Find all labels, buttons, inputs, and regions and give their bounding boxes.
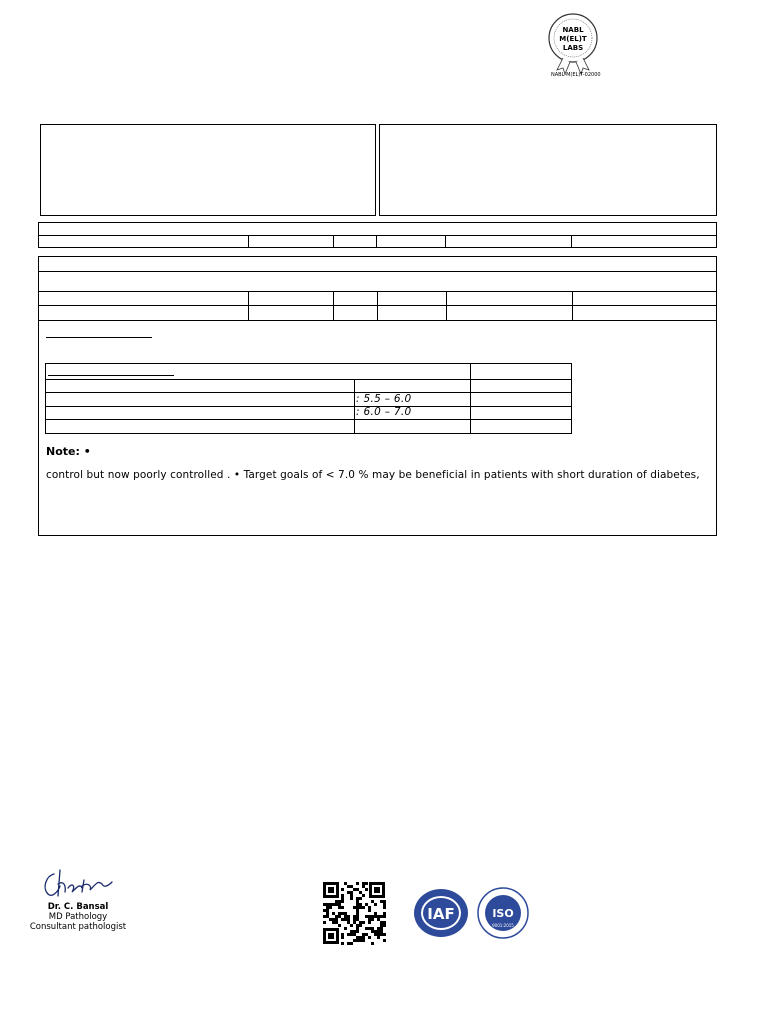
iso-label: ISO (492, 907, 514, 920)
reference-range-table (45, 363, 572, 434)
nabl-seal-line3: LABS (562, 44, 584, 52)
doctor-name: Dr. C. Bansal (47, 902, 109, 912)
iso-sublabel: 9001:2015 (492, 923, 514, 928)
signature-image (38, 862, 118, 902)
doctor-title: Consultant pathologist (29, 922, 127, 932)
reference-table-heading-underline (48, 375, 174, 376)
patient-info-box-left (40, 124, 376, 216)
nabl-seal-line2: M(EL)T (559, 35, 587, 43)
iso-badge (477, 887, 529, 939)
nabl-code: NABL-M(EL)T-02000 (551, 72, 601, 78)
iaf-badge (413, 888, 469, 938)
reference-range-row1: : 5.5 – 6.0 (356, 393, 412, 405)
doctor-degree: MD Pathology (48, 912, 108, 922)
qr-code (322, 881, 386, 945)
patient-info-box-right (379, 124, 717, 216)
nabl-seal-logo (545, 12, 601, 78)
iaf-label: IAF (427, 905, 455, 923)
note-label: Note: • (46, 445, 91, 458)
section-heading-underline (46, 337, 152, 338)
reference-range-row2: : 6.0 – 7.0 (356, 406, 412, 418)
nabl-seal-line1: NABL (562, 26, 584, 34)
note-paragraph: control but now poorly controlled . • Target goals of < 7.0 % may be beneficial in patients with short duration of diabetes, (46, 469, 700, 481)
